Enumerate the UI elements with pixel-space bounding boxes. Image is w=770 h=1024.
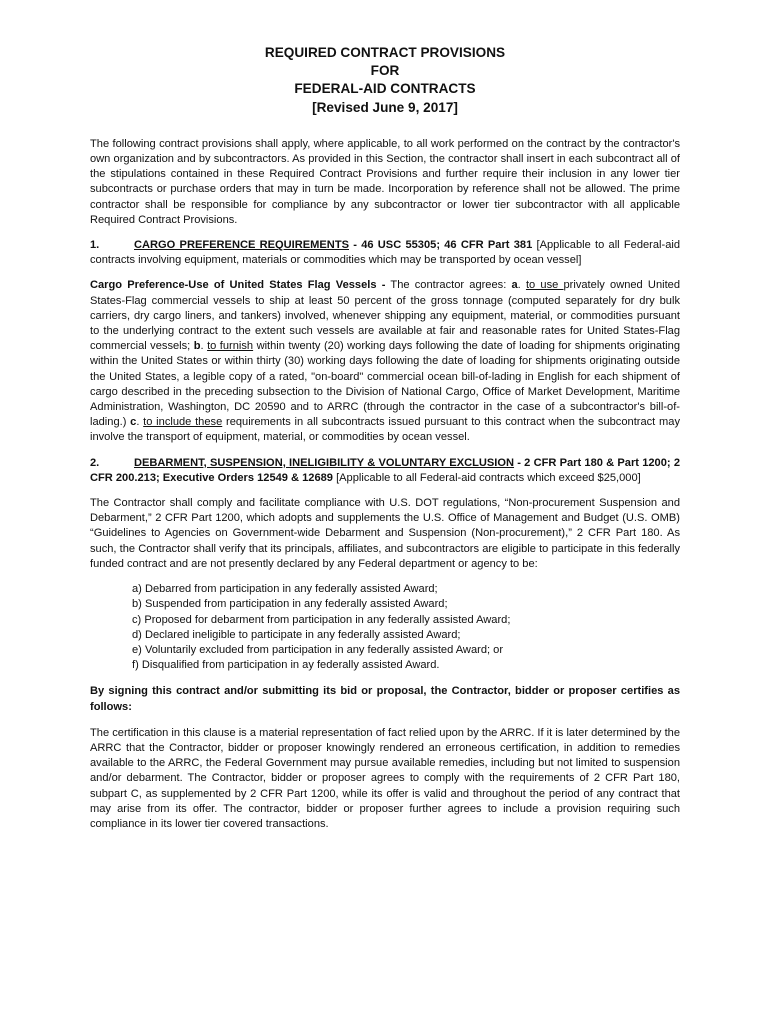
list-item: a) Debarred from participation in any federally assisted Award; [132, 583, 438, 596]
section-1-body [90, 278, 680, 445]
section-2-number: 2. [90, 456, 100, 469]
title-line-4: [Revised June 9, 2017] [312, 99, 458, 115]
title-line-1: REQUIRED CONTRACT PROVISIONS [264, 45, 506, 60]
certification-heading: By signing this contract and/or submitting its bid or proposal, the Contractor, bidder or proposer certifies as follows: [90, 685, 680, 713]
item-a-label: a [511, 279, 518, 292]
section-1-applicability: [Applicable to all Federal-aid contracts involving equipment, materials or commodities which may be transported by ocean vessel] [90, 239, 680, 267]
list-item: b) Suspended from participation in any federally assisted Award; [132, 598, 448, 611]
item-b-underlined: to furnish [207, 340, 254, 353]
section-1-subheading: Cargo Preference-Use of United States Flag Vessels - [90, 279, 386, 292]
section-2-body: The Contractor shall comply and facilitate compliance with U.S. DOT regulations, “Non-procurement Suspension and Debarment,” 2 CFR Part 1200, which adopts and supplements the U.S. Office of Management and Budget (U.S. OMB) “Guidelines to Agencies on Government-wide Debarment and Suspension (Non-procurement),” 2 CFR Part 180. As such, the Contractor shall verify that its principals, affiliates, and subcontractors are eligible to participate in this federally funded contract and are not presently declared by any Federal department or agency to be: [90, 497, 680, 570]
section-1-text: . [200, 340, 208, 353]
section-1-text: The contractor agrees: [385, 279, 512, 292]
title-line-2: FOR [370, 63, 400, 79]
section-1-text: . [517, 279, 526, 292]
section-1-text: within twenty (20) working days following the date of loading for shipments originating within the United States or within thirty (30) working days following the date of loading for shipments originating outside the United States, a legible copy of a rated, "on-board" commercial ocean bill-of-lading in English for each shipment of cargo described in the preceding subsection to the Division of National Cargo, Office of Market Development, Maritime Administration, Washington, DC 20590 and to ARRC (through the contractor in the case of a subcontractor's bill-of-lading.) [90, 340, 680, 429]
section-2-heading-paragraph [90, 456, 680, 486]
section-1-heading-paragraph [90, 238, 680, 268]
certification-body: The certification in this clause is a material representation of fact relied upon by the ARRC. If it is later determined by the ARRC that the Contractor, bidder or proposer knowingly rendered an erroneous certification, in addition to remedies available to the ARRC, the Federal Government may pursue available remedies, including but not limited to suspension and/or debarment. The Contractor, bidder or proposer agrees to comply with the requirements of 2 CFR Part 180, subpart C, as supplemented by 2 CFR Part 1200, while its offer is valid and throughout the period of any contract that may arise from its offer. The contractor, bidder or proposer further agrees to include a provision requiring such compliance in its lower tier covered transactions. [90, 726, 680, 830]
section-1-heading: CARGO PREFERENCE REQUIREMENTS [134, 239, 349, 252]
list-item: f) Disqualified from participation in ay federally assisted Award. [132, 659, 440, 672]
list-item: e) Voluntarily excluded from participation in any federally assisted Award; or [132, 643, 504, 656]
section-1-text: . [136, 416, 144, 429]
title-line-3: FEDERAL-AID CONTRACTS [294, 81, 476, 97]
section-1-text: privately owned United States-Flag commercial vessels to ship at least 50 percent of the gross tonnage (computed separately for dry bulk carriers, dry cargo liners, and tankers) involved, whenever shipping any equipment, material, or commodities pursuant to the underlying contract to the extent such vessels are available at fair and reasonable rates for United States-Flag commercial vessels; [90, 279, 680, 353]
section-2-citation: - 2 CFR Part 180 & Part 1200; 2 CFR 200.213; Executive Orders 12549 & 12689 [90, 456, 680, 484]
item-c-underlined: to include these [143, 416, 223, 429]
section-1-citation: - 46 USC 55305; 46 CFR Part 381 [349, 239, 533, 252]
item-a-underlined: to use [525, 279, 564, 292]
section-1-number: 1. [90, 239, 100, 252]
list-item: d) Declared ineligible to participate in any federally assisted Award; [132, 628, 461, 641]
intro-paragraph: The following contract provisions shall apply, where applicable, to all work performed on the contract by the contractor's own organization and by subcontractors. As provided in this Section, the contractor shall insert in each subcontract all of the stipulations contained in these Required Contract Provisions and further require their inclusion in any lower tier subcontracts or purchase orders that may in turn be made. Incorporation by reference shall not be allowed. The prime contractor shall be responsible for compliance by any subcontractor or lower tier subcontractor with all applicable Required Contract Provisions. [90, 137, 680, 226]
exclusion-list [90, 582, 680, 673]
item-b-label: b [193, 340, 201, 353]
item-c-label: c [130, 416, 137, 429]
section-2-heading: DEBARMENT, SUSPENSION, INELIGIBILITY & VOLUNTARY EXCLUSION [134, 456, 515, 469]
list-item: c) Proposed for debarment from participation in any federally assisted Award; [132, 613, 511, 626]
section-2-applicability: [Applicable to all Federal-aid contracts which exceed $25,000] [332, 471, 641, 484]
section-1-text: requirements in all subcontracts issued pursuant to this contract when the subcontract may involve the transport of equipment, material, or commodities by ocean vessel. [90, 416, 680, 444]
document-title [90, 44, 680, 117]
